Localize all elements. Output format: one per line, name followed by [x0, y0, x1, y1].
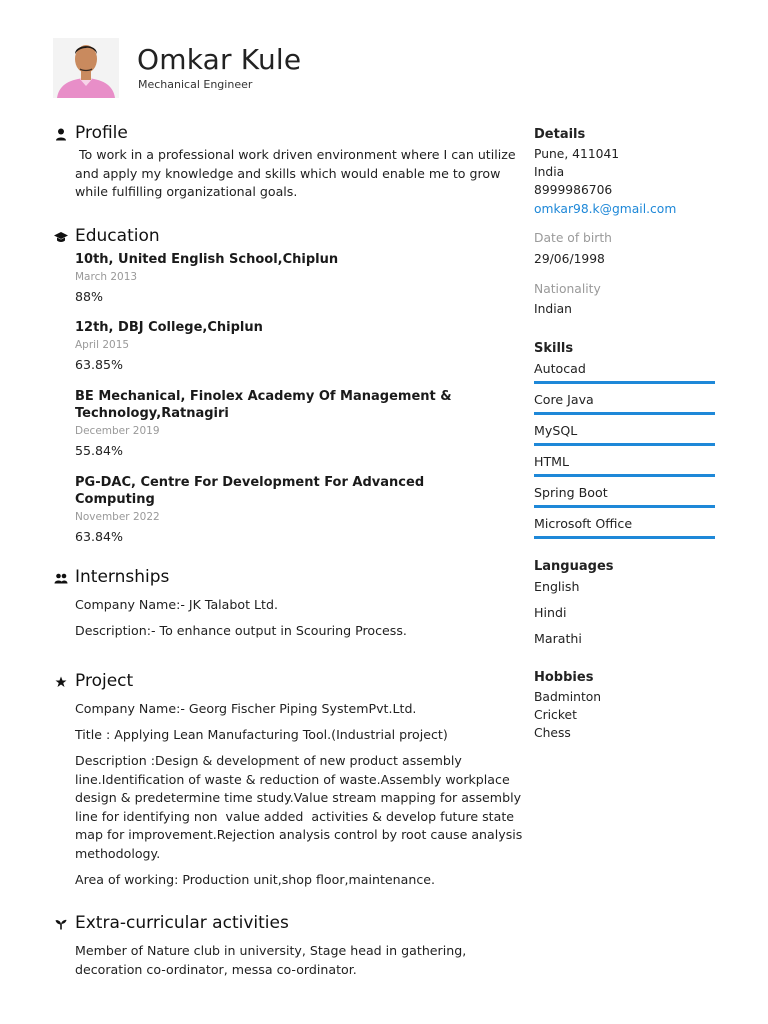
language-item: Hindi	[534, 605, 567, 620]
language-item: Marathi	[534, 631, 582, 646]
project-company: Company Name:- Georg Fischer Piping SystemPvt.Ltd.	[75, 701, 417, 716]
education-grade: 63.84%	[75, 529, 124, 544]
project-description-line: design & predetermine time study.Value stream mapping for assembly	[75, 790, 522, 806]
education-grade: 88%	[75, 289, 103, 304]
skill-label: MySQL	[534, 423, 578, 438]
education-grade: 55.84%	[75, 443, 124, 458]
education-entry	[75, 388, 505, 459]
education-title: 10th, United English School,Chiplun	[75, 252, 339, 267]
project-description-line: line.Identification of waste & reduction of waste.Assembly workplace	[75, 771, 510, 787]
internship-company: Company Name:- JK Talabot Ltd.	[75, 597, 278, 612]
languages-heading: Languages	[534, 559, 614, 574]
education-entry	[75, 319, 505, 373]
education-entry	[75, 474, 505, 545]
hobby-item: Chess	[534, 726, 571, 740]
skill-label: Spring Boot	[534, 485, 608, 500]
profile-photo	[53, 38, 119, 98]
portrait-photo-icon	[53, 38, 119, 98]
education-grade: 63.85%	[75, 357, 124, 372]
address-city: Pune, 411041	[534, 147, 620, 161]
profile-line: while fulfilling organizational goals.	[75, 184, 298, 200]
skill-label: Microsoft Office	[534, 516, 633, 531]
dob-value: 29/06/1998	[534, 252, 605, 266]
education-title: BE Mechanical, Finolex Academy Of Management &	[75, 389, 452, 404]
profile-line: To work in a professional work driven environment where I can utilize	[75, 147, 516, 162]
skill-level-bar	[534, 474, 715, 477]
email-link[interactable]: omkar98.k@gmail.com	[534, 202, 677, 216]
education-entry	[75, 251, 505, 305]
candidate-name: Omkar Kule	[137, 43, 302, 76]
education-date: March 2013	[75, 271, 138, 283]
project-description-line: methodology.	[75, 845, 161, 861]
language-item: English	[534, 579, 580, 594]
hobby-item: Badminton	[534, 690, 602, 704]
sprout-icon	[54, 917, 68, 931]
education-heading: Education	[75, 226, 160, 246]
internships-heading: Internships	[75, 567, 170, 587]
project-description	[75, 752, 523, 864]
graduation-cap-icon	[54, 230, 68, 244]
extracurricular-line: decoration co-ordinator, messa co-ordinator.	[75, 961, 357, 977]
internship-description: Description:- To enhance output in Scouring Process.	[75, 623, 407, 638]
candidate-title: Mechanical Engineer	[138, 78, 253, 91]
hobby-item: Cricket	[534, 708, 577, 722]
project-area: Area of working: Production unit,shop floor,maintenance.	[75, 872, 436, 887]
star-icon	[54, 675, 68, 689]
education-title: Technology,Ratnagiri	[75, 406, 229, 421]
address-country: India	[534, 165, 565, 179]
people-icon	[54, 571, 68, 585]
extracurricular-text	[75, 942, 515, 979]
phone-number: 8999986706	[534, 183, 613, 197]
education-title: PG-DAC, Centre For Development For Advanced Computing	[75, 475, 425, 507]
education-date: December 2019	[75, 425, 160, 437]
profile-text	[75, 146, 515, 202]
project-title: Title : Applying Lean Manufacturing Tool.(Industrial project)	[75, 727, 448, 742]
dob-label: Date of birth	[534, 231, 612, 245]
profile-heading: Profile	[75, 123, 128, 143]
person-icon	[54, 127, 68, 141]
nationality-value: Indian	[534, 302, 572, 316]
skill-label: Core Java	[534, 392, 594, 407]
skill-level-bar	[534, 443, 715, 446]
skill-level-bar	[534, 505, 715, 508]
profile-line: and apply my knowledge and skills which would enable me to grow	[75, 165, 501, 181]
project-description-line: Description :Design & development of new product assembly	[75, 753, 462, 768]
skill-label: Autocad	[534, 361, 586, 376]
skill-label: HTML	[534, 454, 570, 469]
skill-level-bar	[534, 381, 715, 384]
skill-level-bar	[534, 536, 715, 539]
project-heading: Project	[75, 671, 134, 691]
nationality-label: Nationality	[534, 282, 601, 296]
hobbies-heading: Hobbies	[534, 670, 594, 685]
skill-level-bar	[534, 412, 715, 415]
extracurricular-line: Member of Nature club in university, Stage head in gathering,	[75, 943, 467, 958]
education-title: 12th, DBJ College,Chiplun	[75, 320, 263, 335]
education-date: April 2015	[75, 339, 130, 351]
project-description-line: map for improvement.Rejection analysis control by root cause analysis	[75, 827, 523, 843]
skills-heading: Skills	[534, 341, 574, 356]
details-heading: Details	[534, 127, 586, 142]
project-description-line: line for identifying non value added activities & develop future state	[75, 808, 515, 824]
education-date: November 2022	[75, 511, 160, 523]
extracurricular-heading: Extra-curricular activities	[75, 913, 289, 933]
